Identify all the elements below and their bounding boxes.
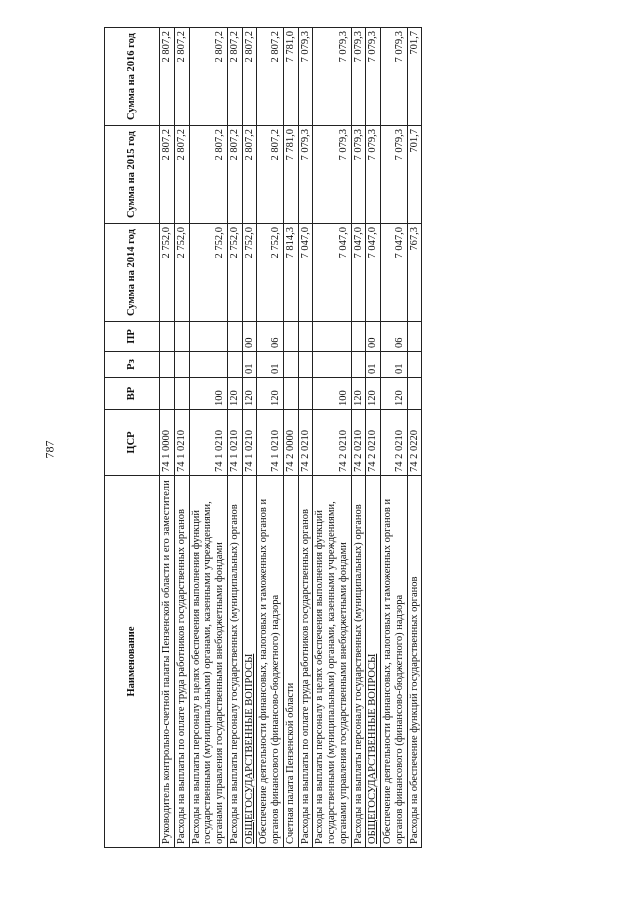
cell-sum-2015: 701,7: [407, 126, 422, 224]
header-name: Наименование: [105, 476, 160, 848]
cell-name: Расходы на выплаты персоналу государственных (муниципальных) органов: [351, 476, 366, 848]
cell-sum-2015: 7 079,3: [351, 126, 366, 224]
cell-vr: [298, 378, 313, 410]
cell-pr: [283, 322, 298, 352]
cell-rz: [283, 352, 298, 378]
cell-sum-2015: 2 807,2: [189, 126, 227, 224]
cell-name: Расходы на выплаты персоналу государственных (муниципальных) органов: [227, 476, 242, 848]
cell-rz: [351, 352, 366, 378]
header-sum-2014: Сумма на 2014 год: [105, 224, 160, 322]
cell-sum-2016: 2 807,2: [189, 28, 227, 126]
cell-sum-2015: 2 807,2: [257, 126, 284, 224]
table-row: [242, 28, 257, 848]
cell-name: Расходы на выплаты персоналу в целях обеспечения выполнения функций государственными (муниципальными) органами, казенными учреждениями, органами управления государственными внебюджетными фондами: [189, 476, 227, 848]
table-row: [160, 28, 175, 848]
cell-vr: [283, 378, 298, 410]
cell-csr: 74 1 0210: [174, 410, 189, 476]
budget-table: [104, 27, 422, 848]
cell-rz: [313, 352, 351, 378]
cell-rz: 01: [242, 352, 257, 378]
cell-vr: [174, 378, 189, 410]
cell-vr: 120: [366, 378, 381, 410]
cell-name: Обеспечение деятельности финансовых, налоговых и таможенных органов и органов финансового (финансово-бюджетного) надзора: [257, 476, 284, 848]
table-row: [283, 28, 298, 848]
cell-csr: 74 2 0210: [366, 410, 381, 476]
cell-name: Расходы на выплаты по оплате труда работников государственных органов: [298, 476, 313, 848]
cell-vr: 120: [257, 378, 284, 410]
cell-sum-2015: 7 079,3: [381, 126, 408, 224]
cell-sum-2014: 2 752,0: [189, 224, 227, 322]
table-row: [313, 28, 351, 848]
cell-sum-2014: 7 047,0: [351, 224, 366, 322]
cell-sum-2014: 2 752,0: [257, 224, 284, 322]
cell-rz: [298, 352, 313, 378]
cell-pr: 06: [257, 322, 284, 352]
cell-vr: 120: [242, 378, 257, 410]
cell-sum-2014: 7 047,0: [298, 224, 313, 322]
cell-sum-2016: 701,7: [407, 28, 422, 126]
cell-vr: [407, 378, 422, 410]
table-row: [174, 28, 189, 848]
cell-name: Расходы на обеспечение функций государственных органов: [407, 476, 422, 848]
cell-name: Руководитель контрольно-счетной палаты Пензенской области и его заместители: [160, 476, 175, 848]
cell-pr: [298, 322, 313, 352]
cell-sum-2014: 2 752,0: [227, 224, 242, 322]
cell-sum-2015: 7 781,0: [283, 126, 298, 224]
cell-pr: [407, 322, 422, 352]
cell-vr: 120: [381, 378, 408, 410]
cell-pr: 06: [381, 322, 408, 352]
cell-rz: [174, 352, 189, 378]
cell-sum-2015: 2 807,2: [242, 126, 257, 224]
cell-name: ОБЩЕГОСУДАРСТВЕННЫЕ ВОПРОСЫ: [366, 476, 381, 848]
cell-rz: [189, 352, 227, 378]
cell-csr: 74 2 0220: [407, 410, 422, 476]
cell-name: ОБЩЕГОСУДАРСТВЕННЫЕ ВОПРОСЫ: [242, 476, 257, 848]
cell-sum-2014: 2 752,0: [160, 224, 175, 322]
cell-name: Расходы на выплаты по оплате труда работников государственных органов: [174, 476, 189, 848]
rotated-table-wrapper: [104, 28, 636, 848]
cell-name: Счетная палата Пензенской области: [283, 476, 298, 848]
table-row: [351, 28, 366, 848]
cell-sum-2015: 2 807,2: [160, 126, 175, 224]
cell-sum-2014: 767,3: [407, 224, 422, 322]
table-row: [381, 28, 408, 848]
cell-sum-2015: 7 079,3: [313, 126, 351, 224]
cell-csr: 74 1 0210: [257, 410, 284, 476]
cell-csr: 74 2 0210: [351, 410, 366, 476]
cell-pr: [174, 322, 189, 352]
cell-csr: 74 1 0210: [242, 410, 257, 476]
header-sum-2016: Сумма на 2016 год: [105, 28, 160, 126]
cell-sum-2016: 7 079,3: [381, 28, 408, 126]
header-vr: ВР: [105, 378, 160, 410]
cell-vr: [160, 378, 175, 410]
cell-sum-2016: 2 807,2: [257, 28, 284, 126]
cell-vr: 120: [227, 378, 242, 410]
cell-sum-2015: 7 079,3: [298, 126, 313, 224]
table-row: [366, 28, 381, 848]
cell-pr: [227, 322, 242, 352]
cell-sum-2015: 2 807,2: [227, 126, 242, 224]
cell-sum-2016: 7 079,3: [366, 28, 381, 126]
cell-sum-2014: 7 047,0: [313, 224, 351, 322]
cell-vr: 120: [351, 378, 366, 410]
cell-rz: 01: [257, 352, 284, 378]
cell-csr: 74 2 0000: [283, 410, 298, 476]
cell-sum-2016: 2 807,2: [242, 28, 257, 126]
table-sheet: [104, 28, 636, 848]
cell-sum-2014: 7 814,3: [283, 224, 298, 322]
cell-pr: [160, 322, 175, 352]
cell-rz: [407, 352, 422, 378]
cell-csr: 74 1 0210: [189, 410, 227, 476]
cell-sum-2014: 2 752,0: [174, 224, 189, 322]
cell-csr: 74 1 0000: [160, 410, 175, 476]
cell-pr: [189, 322, 227, 352]
page-number: 787: [42, 440, 57, 459]
cell-vr: 100: [313, 378, 351, 410]
cell-sum-2015: 2 807,2: [174, 126, 189, 224]
cell-rz: 01: [381, 352, 408, 378]
cell-name: Обеспечение деятельности финансовых, налоговых и таможенных органов и органов финансового (финансово-бюджетного) надзора: [381, 476, 408, 848]
cell-sum-2016: 7 079,3: [313, 28, 351, 126]
cell-sum-2014: 7 047,0: [381, 224, 408, 322]
cell-rz: [160, 352, 175, 378]
header-csr: ЦСР: [105, 410, 160, 476]
table-row: [257, 28, 284, 848]
cell-name: Расходы на выплаты персоналу в целях обеспечения выполнения функций государственными (муниципальными) органами, казенными учреждениями, органами управления государственными внебюджетными фондами: [313, 476, 351, 848]
cell-sum-2014: 2 752,0: [242, 224, 257, 322]
header-pr: ПР: [105, 322, 160, 352]
cell-rz: [227, 352, 242, 378]
cell-pr: 00: [366, 322, 381, 352]
cell-pr: 00: [242, 322, 257, 352]
cell-vr: 100: [189, 378, 227, 410]
cell-pr: [313, 322, 351, 352]
table-row: [407, 28, 422, 848]
cell-sum-2016: 7 781,0: [283, 28, 298, 126]
cell-pr: [351, 322, 366, 352]
cell-sum-2015: 7 079,3: [366, 126, 381, 224]
cell-sum-2016: 2 807,2: [174, 28, 189, 126]
table-header-row: [105, 28, 160, 848]
cell-sum-2016: 2 807,2: [160, 28, 175, 126]
table-row: [189, 28, 227, 848]
cell-csr: 74 2 0210: [313, 410, 351, 476]
cell-sum-2016: 7 079,3: [298, 28, 313, 126]
table-row: [227, 28, 242, 848]
header-rz: Рз: [105, 352, 160, 378]
cell-csr: 74 2 0210: [381, 410, 408, 476]
cell-rz: 01: [366, 352, 381, 378]
cell-csr: 74 2 0210: [298, 410, 313, 476]
cell-sum-2014: 7 047,0: [366, 224, 381, 322]
table-row: [298, 28, 313, 848]
cell-sum-2016: 2 807,2: [227, 28, 242, 126]
cell-csr: 74 1 0210: [227, 410, 242, 476]
header-sum-2015: Сумма на 2015 год: [105, 126, 160, 224]
cell-sum-2016: 7 079,3: [351, 28, 366, 126]
table-body: [160, 28, 422, 848]
